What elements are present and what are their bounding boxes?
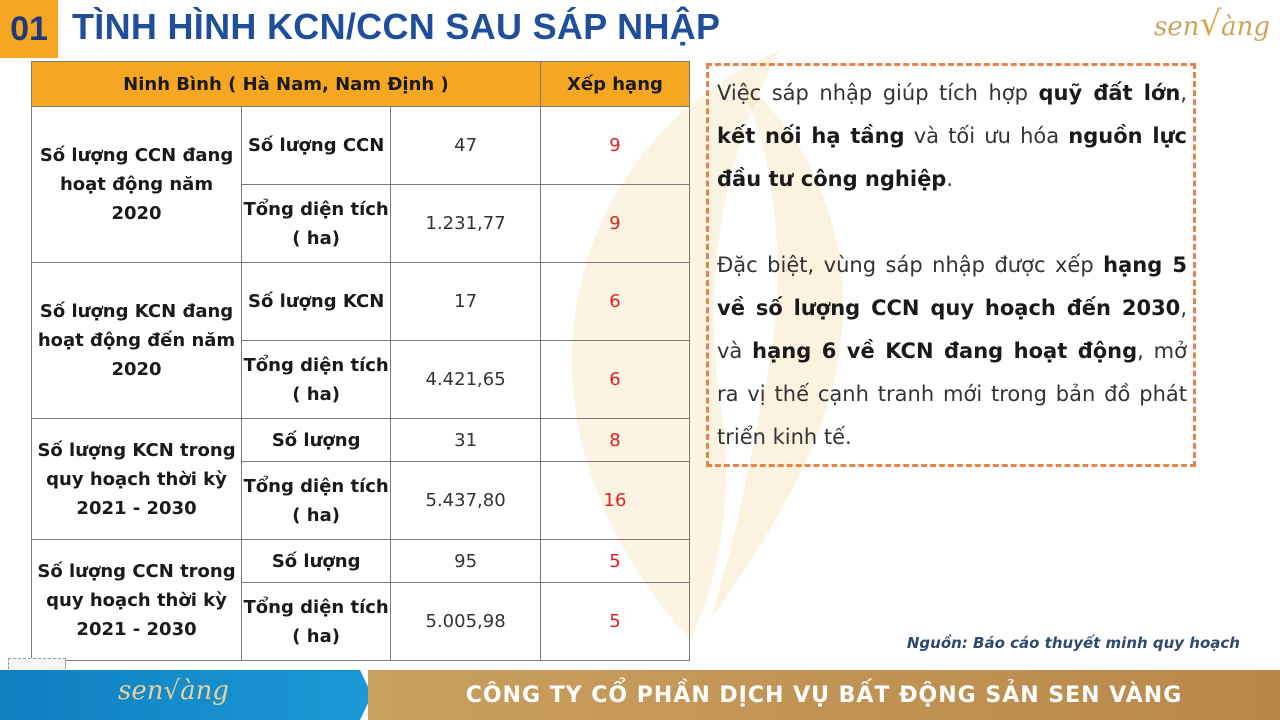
company-name: CÔNG TY CỔ PHẦN DỊCH VỤ BẤT ĐỘNG SẢN SEN VÀNG xyxy=(465,682,1183,708)
callout-paragraph xyxy=(717,72,1187,201)
header-rank: Xếp hạng xyxy=(540,62,689,107)
rank-value: 6 xyxy=(540,341,689,419)
callout-text: Việc sáp nhập giúp tích hợp xyxy=(717,81,1039,105)
rank-value: 5 xyxy=(540,540,689,583)
logo-text: sen xyxy=(1153,12,1200,42)
group-label: Số lượng KCN trong quy hoạch thời kỳ 2021 - 2030 xyxy=(32,419,242,540)
section-number-badge xyxy=(0,0,58,58)
callout-bold: hạng 6 về KCN đang hoạt động xyxy=(752,339,1138,363)
source-note: Nguồn: Báo cáo thuyết minh quy hoạch xyxy=(906,634,1240,652)
metric-value: 47 xyxy=(391,107,541,185)
metric-value: 5.437,80 xyxy=(391,462,541,540)
logo-v-icon: √ xyxy=(163,676,181,706)
callout-bold: hạng 5 về số lượng CCN quy hoạch đến 2030 xyxy=(717,253,1187,320)
rank-value: 8 xyxy=(540,419,689,462)
table-row xyxy=(32,540,690,583)
callout-text: , mở ra vị thế cạnh tranh mới trong bản đồ phát triển kinh tế. xyxy=(717,339,1187,449)
callout-paragraph xyxy=(717,244,1187,459)
logo-text: sen xyxy=(118,676,164,706)
rank-value: 5 xyxy=(540,583,689,661)
table-header-row xyxy=(32,62,690,107)
metric-label: Số lượng xyxy=(242,419,391,462)
logo-text: àng xyxy=(180,676,229,706)
rank-value: 9 xyxy=(540,185,689,263)
table-row xyxy=(32,107,690,185)
group-label: Số lượng CCN đang hoạt động năm 2020 xyxy=(32,107,242,263)
metric-value: 31 xyxy=(391,419,541,462)
metric-value: 5.005,98 xyxy=(391,583,541,661)
metric-label: Số lượng xyxy=(242,540,391,583)
metric-value: 17 xyxy=(391,263,541,341)
group-label: Số lượng KCN đang hoạt động đến năm 2020 xyxy=(32,263,242,419)
rank-value: 6 xyxy=(540,263,689,341)
metric-value: 1.231,77 xyxy=(391,185,541,263)
callout-bold: quỹ đất lớn xyxy=(1038,81,1181,105)
callout-bold: nguồn lực đầu tư công nghiệp xyxy=(717,124,1187,191)
header-region: Ninh Bình ( Hà Nam, Nam Định ) xyxy=(32,62,541,107)
logo-v-icon: √ xyxy=(1199,4,1222,44)
metric-label: Số lượng KCN xyxy=(242,263,391,341)
table-row xyxy=(32,263,690,341)
summary-callout xyxy=(706,63,1196,467)
callout-text: và tối ưu hóa xyxy=(904,124,1069,148)
metric-label: Tổng diện tích ( ha) xyxy=(242,583,391,661)
metric-value: 4.421,65 xyxy=(391,341,541,419)
callout-text: , và xyxy=(717,296,1187,363)
group-label: Số lượng CCN trong quy hoạch thời kỳ 2021 - 2030 xyxy=(32,540,242,661)
footer-bar xyxy=(0,670,1280,720)
callout-text: . xyxy=(946,167,954,191)
metric-value: 95 xyxy=(391,540,541,583)
table-row xyxy=(32,419,690,462)
metric-label: Tổng diện tích ( ha) xyxy=(242,185,391,263)
section-number: 01 xyxy=(10,9,48,48)
paragraph-gap xyxy=(717,201,1187,244)
callout-text: Đặc biệt, vùng sáp nhập được xếp xyxy=(717,253,1104,277)
metric-label: Tổng diện tích ( ha) xyxy=(242,462,391,540)
footer-logo xyxy=(118,676,229,706)
rank-value: 16 xyxy=(540,462,689,540)
rank-value: 9 xyxy=(540,107,689,185)
metric-label: Số lượng CCN xyxy=(242,107,391,185)
logo-text: àng xyxy=(1221,12,1270,42)
callout-bold: kết nối hạ tầng xyxy=(717,124,905,148)
callout-text: , xyxy=(1180,81,1187,105)
metric-label: Tổng diện tích ( ha) xyxy=(242,341,391,419)
ranking-table xyxy=(31,61,690,661)
brand-logo xyxy=(1154,4,1270,44)
page-title: TÌNH HÌNH KCN/CCN SAU SÁP NHẬP xyxy=(72,6,721,47)
